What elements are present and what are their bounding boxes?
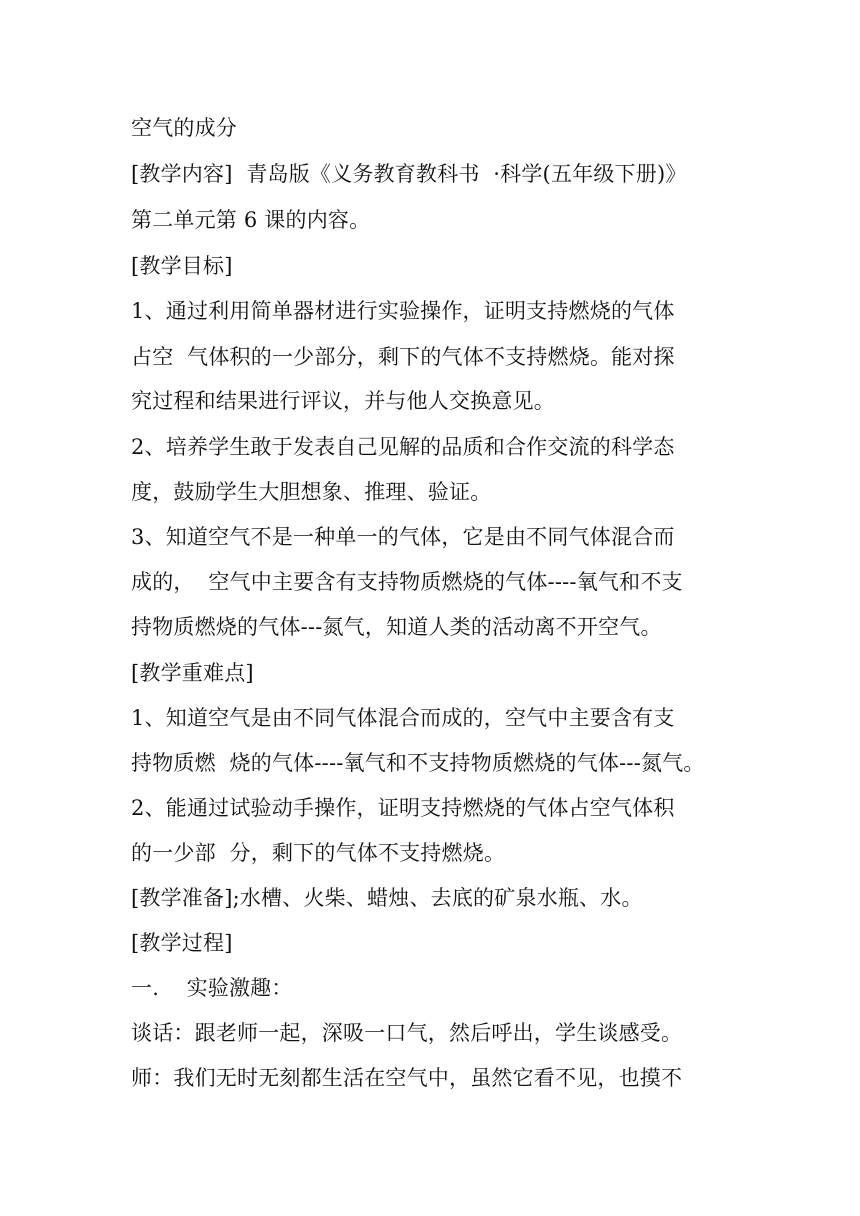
text-line: 2、能通过试验动手操作，证明支持燃烧的气体占空气体积 bbox=[131, 796, 675, 820]
section-heading: [教学目标] bbox=[131, 254, 233, 278]
section-heading: [教学重难点] bbox=[131, 661, 254, 685]
text-line: 占空 气体积的一少部分，剩下的气体不支持燃烧。能对探 bbox=[131, 345, 675, 369]
text-line: 师：我们无时无刻都生活在空气中，虽然它看不见，也摸不 bbox=[131, 1066, 683, 1090]
text-line: 第二单元第 6 课的内容。 bbox=[131, 208, 371, 232]
section-heading: [教学过程] bbox=[131, 931, 233, 955]
text-line: [教学准备];水槽、火柴、蜡烛、去底的矿泉水瓶、水。 bbox=[131, 886, 643, 910]
text-line: 2、培养学生敢于发表自己见解的品质和合作交流的科学态 bbox=[131, 435, 675, 459]
text-line: 度，鼓励学生大胆想象、推理、验证。 bbox=[131, 480, 492, 504]
document-title: 空气的成分 bbox=[131, 116, 237, 140]
text-line: 的一少部 分，剩下的气体不支持燃烧。 bbox=[131, 841, 506, 865]
text-line: 谈话：跟老师一起，深吸一口气，然后呼出，学生谈感受。 bbox=[131, 1021, 683, 1045]
text-line: 成的， 空气中主要含有支持物质燃烧的气体----氧气和不支 bbox=[131, 570, 683, 594]
text-line: 3、知道空气不是一种单一的气体，它是由不同气体混合而 bbox=[131, 525, 675, 549]
text-line: 究过程和结果进行评议，并与他人交换意见。 bbox=[131, 389, 555, 413]
text-line: [教学内容] 青岛版《义务教育教科书 ·科学(五年级下册)》 bbox=[131, 162, 687, 186]
text-line: 持物质燃 烧的气体----氧气和不支持物质燃烧的气体---氮气。 bbox=[131, 751, 705, 775]
text-line: 持物质燃烧的气体---氮气，知道人类的活动离不开空气。 bbox=[131, 615, 662, 639]
text-line: 一. 实验激趣： bbox=[131, 976, 293, 1000]
text-line: 1、通过利用简单器材进行实验操作，证明支持燃烧的气体 bbox=[131, 299, 675, 323]
text-line: 1、知道空气是由不同气体混合而成的，空气中主要含有支 bbox=[131, 706, 675, 730]
